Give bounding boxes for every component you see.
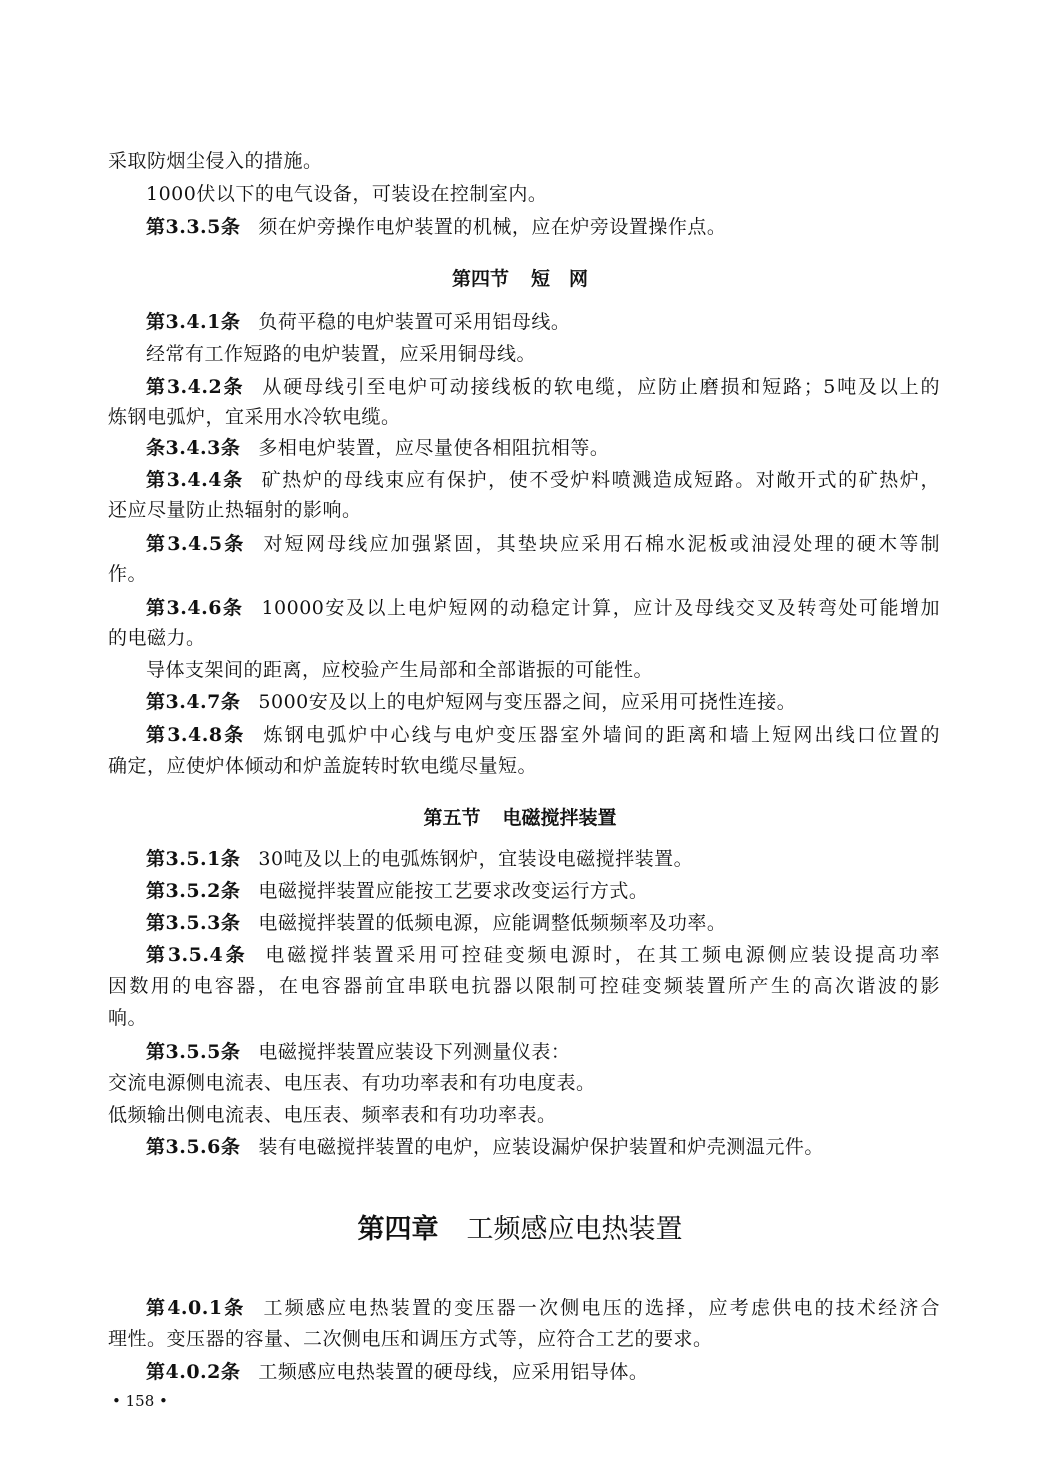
paragraph-line: 采取防烟尘侵入的措施。 bbox=[108, 150, 323, 172]
chapter-title: 工频感应电热装置 bbox=[466, 1214, 683, 1245]
paragraph-line: 1000伏以下的电气设备，可装设在控制室内。 bbox=[146, 183, 548, 205]
article-text: 负荷平稳的电炉装置可采用铝母线。 bbox=[258, 311, 571, 333]
article-number: 第4.0.2条 bbox=[146, 1361, 241, 1383]
article-3-5-4 bbox=[146, 944, 940, 966]
chapter-number: 第四章 bbox=[357, 1214, 439, 1245]
section-heading-4 bbox=[0, 268, 1040, 290]
article-number: 第3.5.6条 bbox=[146, 1136, 241, 1158]
section-number: 第五节 bbox=[423, 807, 481, 829]
article-text: 工频感应电热装置的硬母线，应采用铝导体。 bbox=[258, 1361, 649, 1383]
chapter-heading-4 bbox=[0, 1214, 1040, 1246]
article-3-5-5 bbox=[146, 1041, 940, 1063]
article-number: 第3.5.3条 bbox=[146, 912, 241, 934]
article-3-4-7 bbox=[146, 691, 940, 713]
article-text: 须在炉旁操作电炉装置的机械，应在炉旁设置操作点。 bbox=[258, 216, 727, 238]
paragraph-line: 导体支架间的距离，应校验产生局部和全部谐振的可能性。 bbox=[146, 659, 654, 681]
article-text: 工频感应电热装置的变压器一次侧电压的选择，应考虑供电的技术经济合 bbox=[263, 1297, 940, 1319]
article-text: 30吨及以上的电弧炼钢炉，宜装设电磁搅拌装置。 bbox=[258, 848, 694, 870]
article-3-4-8 bbox=[146, 724, 940, 746]
page-number: • 158 • bbox=[112, 1392, 168, 1410]
paragraph-line: 理性。变压器的容量、二次侧电压和调压方式等，应符合工艺的要求。 bbox=[108, 1328, 713, 1350]
section-number: 第四节 bbox=[451, 268, 509, 290]
article-3-5-2 bbox=[146, 880, 940, 902]
article-3-4-1 bbox=[146, 311, 940, 333]
article-3-5-1 bbox=[146, 848, 940, 870]
list-item: 交流电源侧电流表、电压表、有功功率表和有功电度表。 bbox=[108, 1072, 596, 1094]
article-number: 第3.4.4条 bbox=[146, 469, 244, 491]
paragraph-line: 经常有工作短路的电炉装置，应采用铜母线。 bbox=[146, 343, 537, 365]
article-number: 第3.4.5条 bbox=[146, 533, 246, 555]
article-number: 第3.4.2条 bbox=[146, 376, 245, 398]
article-3-4-4 bbox=[146, 469, 940, 491]
article-text: 电磁搅拌装置应能按工艺要求改变运行方式。 bbox=[258, 880, 649, 902]
article-text: 对短网母线应加强紧固，其垫块应采用石棉水泥板或油浸处理的硬木等制 bbox=[263, 533, 940, 555]
article-text: 装有电磁搅拌装置的电炉，应装设漏炉保护装置和炉壳测温元件。 bbox=[258, 1136, 824, 1158]
article-text: 多相电炉装置，应尽量使各相阻抗相等。 bbox=[258, 437, 610, 459]
article-number: 第3.4.8条 bbox=[146, 724, 246, 746]
article-text: 矿热炉的母线束应有保护，使不受炉料喷溅造成短路。对敞开式的矿热炉， bbox=[261, 469, 940, 491]
article-4-0-2 bbox=[146, 1361, 940, 1383]
article-4-0-1 bbox=[146, 1297, 940, 1319]
article-number: 第3.4.1条 bbox=[146, 311, 241, 333]
article-number: 第4.0.1条 bbox=[146, 1297, 246, 1319]
article-text: 10000安及以上电炉短网的动稳定计算，应计及母线交叉及转弯处可能增加 bbox=[261, 597, 940, 619]
article-number: 第3.4.7条 bbox=[146, 691, 241, 713]
article-text: 炼钢电弧炉中心线与电炉变压器室外墙间的距离和墙上短网出线口位置的 bbox=[263, 724, 940, 746]
paragraph-line: 确定，应使炉体倾动和炉盖旋转时软电缆尽量短。 bbox=[108, 755, 538, 777]
list-item: 低频输出侧电流表、电压表、频率表和有功功率表。 bbox=[108, 1104, 557, 1126]
paragraph-line: 的电磁力。 bbox=[108, 627, 206, 649]
article-text: 电磁搅拌装置应装设下列测量仪表： bbox=[258, 1041, 571, 1063]
article-3-3-5 bbox=[146, 216, 940, 238]
article-number: 第3.5.5条 bbox=[146, 1041, 241, 1063]
article-number: 第3.3.5条 bbox=[146, 216, 241, 238]
article-3-5-6 bbox=[146, 1136, 940, 1158]
article-number: 条3.4.3条 bbox=[146, 437, 241, 459]
article-3-5-3 bbox=[146, 912, 940, 934]
article-number: 第3.5.4条 bbox=[146, 944, 248, 966]
section-heading-5 bbox=[0, 807, 1040, 829]
article-3-4-2 bbox=[146, 376, 940, 398]
article-number: 第3.5.1条 bbox=[146, 848, 241, 870]
section-title: 电磁搅拌装置 bbox=[502, 807, 617, 829]
article-3-4-3 bbox=[146, 437, 940, 459]
paragraph-line: 因数用的电容器，在电容器前宜串联电抗器以限制可控硅变频装置所产生的高次谐波的影 bbox=[108, 975, 940, 997]
section-title: 短 网 bbox=[531, 268, 589, 290]
article-text: 电磁搅拌装置采用可控硅变频电源时，在其工频电源侧应装设提高功率 bbox=[265, 944, 940, 966]
article-number: 第3.4.6条 bbox=[146, 597, 244, 619]
article-3-4-6 bbox=[146, 597, 940, 619]
article-text: 电磁搅拌装置的低频电源，应能调整低频频率及功率。 bbox=[258, 912, 727, 934]
paragraph-line: 还应尽量防止热辐射的影响。 bbox=[108, 499, 362, 521]
paragraph-line: 响。 bbox=[108, 1007, 148, 1029]
paragraph-line: 作。 bbox=[108, 563, 148, 585]
paragraph-line: 炼钢电弧炉，宜采用水冷软电缆。 bbox=[108, 406, 401, 428]
article-text: 从硬母线引至电炉可动接线板的软电缆，应防止磨损和短路；5吨及以上的 bbox=[262, 376, 941, 398]
article-number: 第3.5.2条 bbox=[146, 880, 241, 902]
article-3-4-5 bbox=[146, 533, 940, 555]
article-text: 5000安及以上的电炉短网与变压器之间，应采用可挠性连接。 bbox=[258, 691, 797, 713]
